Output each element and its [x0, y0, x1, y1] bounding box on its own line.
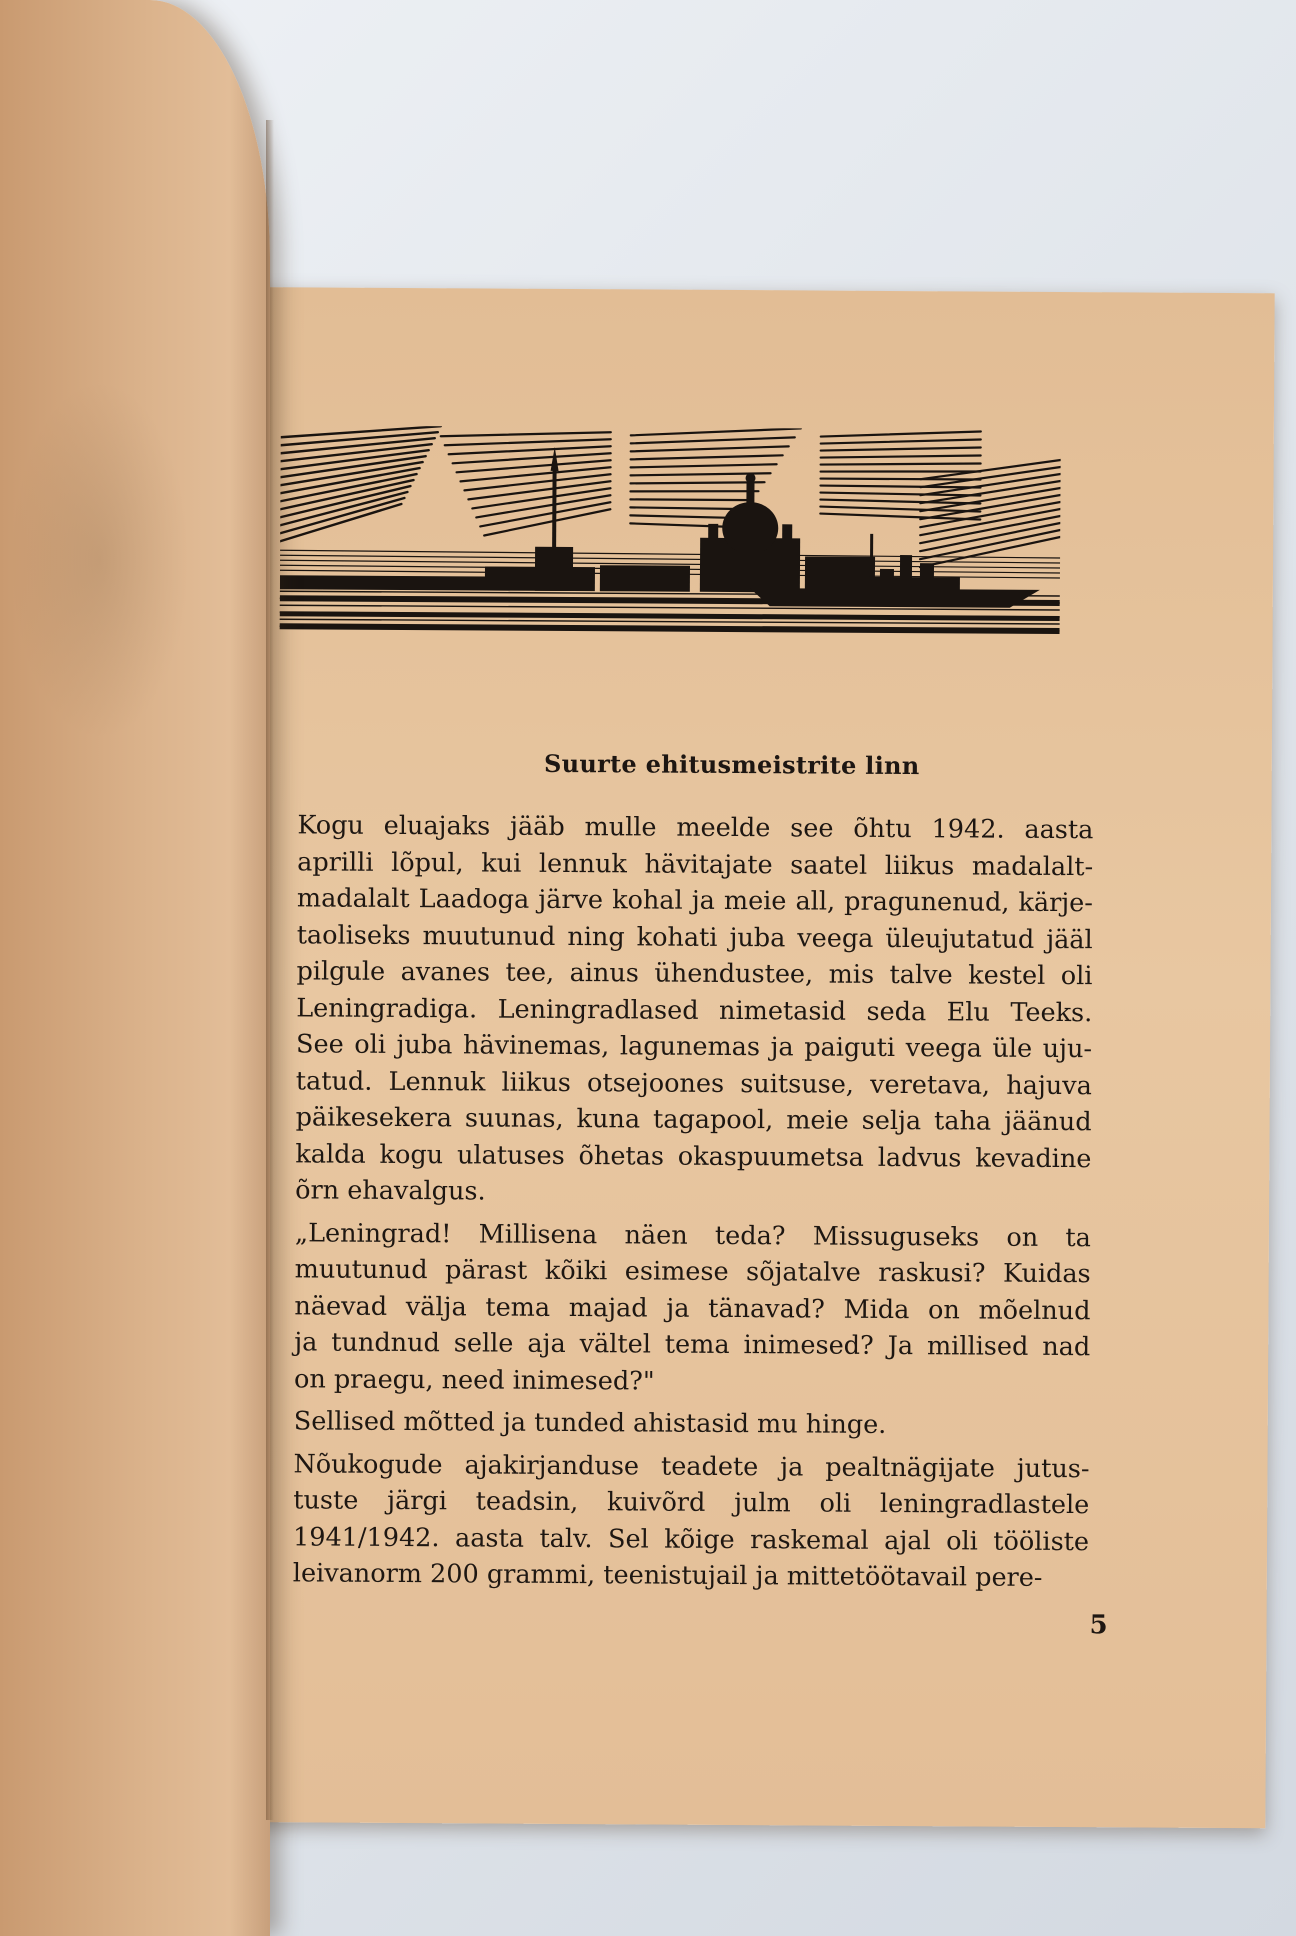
text-line: leivanorm 200 grammi, teenistujail ja mittetöötavail pere- [292, 1558, 1043, 1593]
text-line: Leningradiga. Leningradlased nimetasid seda Elu Teeks. [296, 992, 1093, 1028]
text-line: See oli juba hävinemas, lagunemas ja paiguti veega üle uju- [295, 1029, 1093, 1065]
text-line: Kogu eluajaks jääb mulle meelde see õhtu 1942. aasta [297, 810, 1094, 846]
paragraph [269, 1446, 1090, 1597]
body-text [269, 807, 1094, 1602]
text-line: ja tundnud selle aja vältel tema inimesed? Ja millised nad [294, 1327, 1091, 1363]
text-line: kalda kogu ulatuses õhetas okaspuumetsa ladvus kevadine [295, 1138, 1092, 1174]
chapter-title: Suurte ehitusmeistrite linn [543, 748, 920, 781]
text-line: Nõukogude ajakirjanduse teadete ja pealtnägijate jutus- [293, 1448, 1090, 1484]
book-page [185, 287, 1274, 1829]
text-line: muutunud pärast kõiki esimese sõjatalve raskusi? Kuidas [294, 1254, 1091, 1290]
paragraph [271, 807, 1093, 1214]
leningrad-skyline-illustration [280, 425, 1061, 640]
text-line: Sellised mõtted ja tunded ahistasid mu hinge. [293, 1406, 887, 1440]
text-line: pilgule avanes tee, ainus ühendustee, mis talve kestel oli [296, 956, 1093, 992]
text-line: õrn ehavalgus. [295, 1175, 486, 1207]
text-line: taoliseks muutunud ning kohati juba veega üleujutatud jääl [296, 919, 1093, 955]
text-line: tatud. Lennuk liikus otsejoones suitsuse, veretava, hajuva [295, 1065, 1092, 1101]
text-line: madalalt Laadoga järve kohal ja meie all, pragunenud, kärje- [296, 883, 1094, 919]
text-line: „Leningrad! Millisena näen teda? Missuguseks on ta [294, 1217, 1091, 1253]
page-number: 5 [1089, 1610, 1108, 1641]
text-line: on praegu, need inimesed?" [293, 1363, 655, 1397]
text-line: tuste järgi teadsin, kuivõrd julm oli leningradlastele [293, 1485, 1090, 1521]
left-page-edge [266, 120, 274, 1820]
text-line: aprilli lõpul, kui lennuk hävitajate saatel liikus madalalt- [297, 846, 1094, 882]
text-line: 1941/1942. aasta talv. Sel kõige raskemal ajal oli tööliste [292, 1521, 1090, 1557]
left-page-bleed-through [10, 380, 190, 740]
paragraph [270, 1215, 1091, 1403]
paragraph [270, 1403, 1090, 1445]
text-line: päikesekera suunas, kuna tagapool, meie selja taha jäänud [295, 1102, 1092, 1138]
text-line: näevad välja tema majad ja tänavad? Mida on mõelnud [294, 1290, 1091, 1326]
left-page [0, 0, 270, 1936]
